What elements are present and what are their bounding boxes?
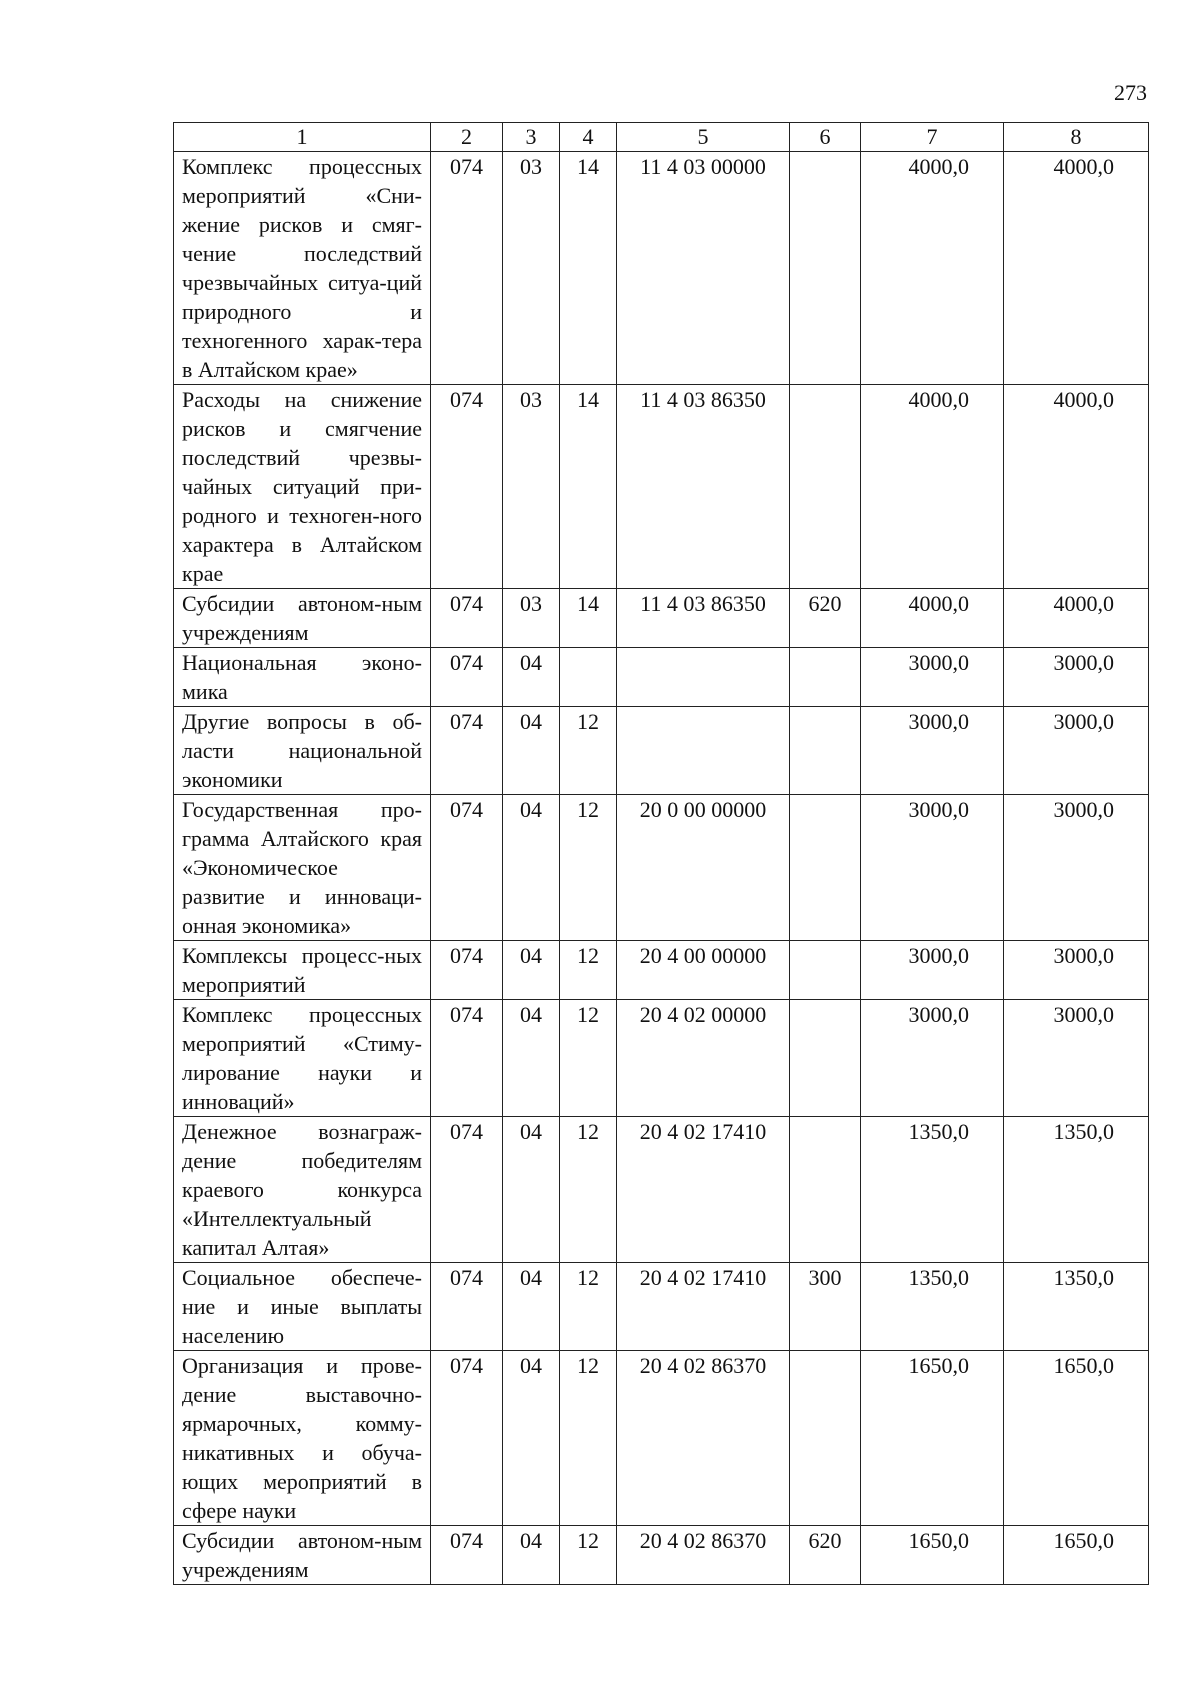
admin-code-cell: 074 — [431, 1000, 503, 1117]
section-cell: 04 — [503, 941, 560, 1000]
amount-cell-8: 1350,0 — [1004, 1117, 1149, 1263]
table-row — [174, 1000, 1149, 1117]
table-row — [174, 152, 1149, 385]
expense-type-cell: 620 — [790, 1526, 861, 1585]
subsection-cell: 12 — [560, 941, 617, 1000]
table-row — [174, 795, 1149, 941]
admin-code-cell: 074 — [431, 1526, 503, 1585]
amount-cell-8: 3000,0 — [1004, 1000, 1149, 1117]
admin-code-cell: 074 — [431, 1263, 503, 1351]
admin-code-cell: 074 — [431, 152, 503, 385]
row-name-cell: Комплекс процессных мероприятий «Сни-жение рисков и смяг-чение последствий чрезвычайных ситуа-ций природного и техногенного харак-тера в Алтайском крае» — [174, 152, 431, 385]
table-row — [174, 648, 1149, 707]
expense-type-cell — [790, 1117, 861, 1263]
expense-type-cell: 300 — [790, 1263, 861, 1351]
row-name-cell: Субсидии автоном-ным учреждениям — [174, 589, 431, 648]
amount-cell-7: 1650,0 — [861, 1526, 1004, 1585]
admin-code-cell: 074 — [431, 1351, 503, 1526]
amount-cell-7: 1650,0 — [861, 1351, 1004, 1526]
target-article-cell — [617, 707, 790, 795]
section-cell: 04 — [503, 1351, 560, 1526]
amount-cell-8: 3000,0 — [1004, 648, 1149, 707]
section-cell: 04 — [503, 707, 560, 795]
expense-type-cell — [790, 1351, 861, 1526]
section-cell: 03 — [503, 589, 560, 648]
table-row — [174, 1263, 1149, 1351]
column-header: 8 — [1004, 123, 1149, 152]
amount-cell-8: 3000,0 — [1004, 795, 1149, 941]
section-cell: 04 — [503, 795, 560, 941]
expense-type-cell — [790, 152, 861, 385]
amount-cell-7: 4000,0 — [861, 589, 1004, 648]
admin-code-cell: 074 — [431, 707, 503, 795]
target-article-cell: 11 4 03 86350 — [617, 589, 790, 648]
column-header: 4 — [560, 123, 617, 152]
amount-cell-8: 4000,0 — [1004, 589, 1149, 648]
target-article-cell: 20 0 00 00000 — [617, 795, 790, 941]
row-name-cell: Государственная про-грамма Алтайского края «Экономическое развитие и инноваци-онная экономика» — [174, 795, 431, 941]
row-name-cell: Субсидии автоном-ным учреждениям — [174, 1526, 431, 1585]
row-name-cell: Комплекс процессных мероприятий «Стиму-лирование науки и инноваций» — [174, 1000, 431, 1117]
column-header: 2 — [431, 123, 503, 152]
amount-cell-7: 1350,0 — [861, 1117, 1004, 1263]
amount-cell-7: 3000,0 — [861, 707, 1004, 795]
table-row — [174, 589, 1149, 648]
section-cell: 04 — [503, 1526, 560, 1585]
column-header: 3 — [503, 123, 560, 152]
table-header — [174, 123, 1149, 152]
expense-type-cell: 620 — [790, 589, 861, 648]
target-article-cell: 11 4 03 00000 — [617, 152, 790, 385]
column-header: 6 — [790, 123, 861, 152]
amount-cell-8: 1350,0 — [1004, 1263, 1149, 1351]
row-name-cell: Расходы на снижение рисков и смягчение последствий чрезвы-чайных ситуаций при-родного и техноген-ного характера в Алтайском крае — [174, 385, 431, 589]
subsection-cell: 12 — [560, 1263, 617, 1351]
amount-cell-7: 4000,0 — [861, 385, 1004, 589]
column-header: 5 — [617, 123, 790, 152]
amount-cell-7: 3000,0 — [861, 648, 1004, 707]
subsection-cell: 12 — [560, 1526, 617, 1585]
amount-cell-7: 3000,0 — [861, 795, 1004, 941]
section-cell: 03 — [503, 385, 560, 589]
header-row — [174, 123, 1149, 152]
amount-cell-7: 4000,0 — [861, 152, 1004, 385]
table-row — [174, 707, 1149, 795]
table-row — [174, 1117, 1149, 1263]
section-cell: 03 — [503, 152, 560, 385]
expense-type-cell — [790, 385, 861, 589]
amount-cell-8: 4000,0 — [1004, 152, 1149, 385]
row-name-cell: Комплексы процесс-ных мероприятий — [174, 941, 431, 1000]
amount-cell-8: 3000,0 — [1004, 707, 1149, 795]
target-article-cell: 20 4 02 17410 — [617, 1117, 790, 1263]
admin-code-cell: 074 — [431, 589, 503, 648]
subsection-cell: 14 — [560, 385, 617, 589]
section-cell: 04 — [503, 1263, 560, 1351]
admin-code-cell: 074 — [431, 1117, 503, 1263]
row-name-cell: Организация и прове-дение выставочно-ярмарочных, комму-никативных и обуча-ющих мероприятий в сфере науки — [174, 1351, 431, 1526]
section-cell: 04 — [503, 648, 560, 707]
table-row — [174, 1526, 1149, 1585]
amount-cell-8: 4000,0 — [1004, 385, 1149, 589]
table-row — [174, 385, 1149, 589]
row-name-cell: Социальное обеспече-ние и иные выплаты населению — [174, 1263, 431, 1351]
amount-cell-8: 1650,0 — [1004, 1526, 1149, 1585]
amount-cell-7: 1350,0 — [861, 1263, 1004, 1351]
subsection-cell — [560, 648, 617, 707]
expense-type-cell — [790, 707, 861, 795]
expense-type-cell — [790, 795, 861, 941]
target-article-cell — [617, 648, 790, 707]
amount-cell-8: 1650,0 — [1004, 1351, 1149, 1526]
column-header: 7 — [861, 123, 1004, 152]
target-article-cell: 20 4 02 86370 — [617, 1526, 790, 1585]
subsection-cell: 12 — [560, 707, 617, 795]
table-row — [174, 941, 1149, 1000]
admin-code-cell: 074 — [431, 648, 503, 707]
target-article-cell: 20 4 00 00000 — [617, 941, 790, 1000]
target-article-cell: 20 4 02 00000 — [617, 1000, 790, 1117]
admin-code-cell: 074 — [431, 941, 503, 1000]
expense-type-cell — [790, 941, 861, 1000]
target-article-cell: 20 4 02 17410 — [617, 1263, 790, 1351]
row-name-cell: Другие вопросы в об-ласти национальной экономики — [174, 707, 431, 795]
target-article-cell: 11 4 03 86350 — [617, 385, 790, 589]
row-name-cell: Национальная эконо-мика — [174, 648, 431, 707]
column-header: 1 — [174, 123, 431, 152]
budget-table — [173, 122, 1149, 1585]
admin-code-cell: 074 — [431, 385, 503, 589]
subsection-cell: 12 — [560, 795, 617, 941]
page-number: 273 — [1114, 80, 1147, 105]
section-cell: 04 — [503, 1000, 560, 1117]
amount-cell-8: 3000,0 — [1004, 941, 1149, 1000]
subsection-cell: 12 — [560, 1117, 617, 1263]
amount-cell-7: 3000,0 — [861, 1000, 1004, 1117]
subsection-cell: 14 — [560, 589, 617, 648]
subsection-cell: 12 — [560, 1351, 617, 1526]
table-body — [174, 152, 1149, 1585]
subsection-cell: 12 — [560, 1000, 617, 1117]
expense-type-cell — [790, 1000, 861, 1117]
subsection-cell: 14 — [560, 152, 617, 385]
target-article-cell: 20 4 02 86370 — [617, 1351, 790, 1526]
expense-type-cell — [790, 648, 861, 707]
section-cell: 04 — [503, 1117, 560, 1263]
row-name-cell: Денежное вознаграж-дение победителям краевого конкурса «Интеллектуальный капитал Алтая» — [174, 1117, 431, 1263]
amount-cell-7: 3000,0 — [861, 941, 1004, 1000]
table-row — [174, 1351, 1149, 1526]
admin-code-cell: 074 — [431, 795, 503, 941]
